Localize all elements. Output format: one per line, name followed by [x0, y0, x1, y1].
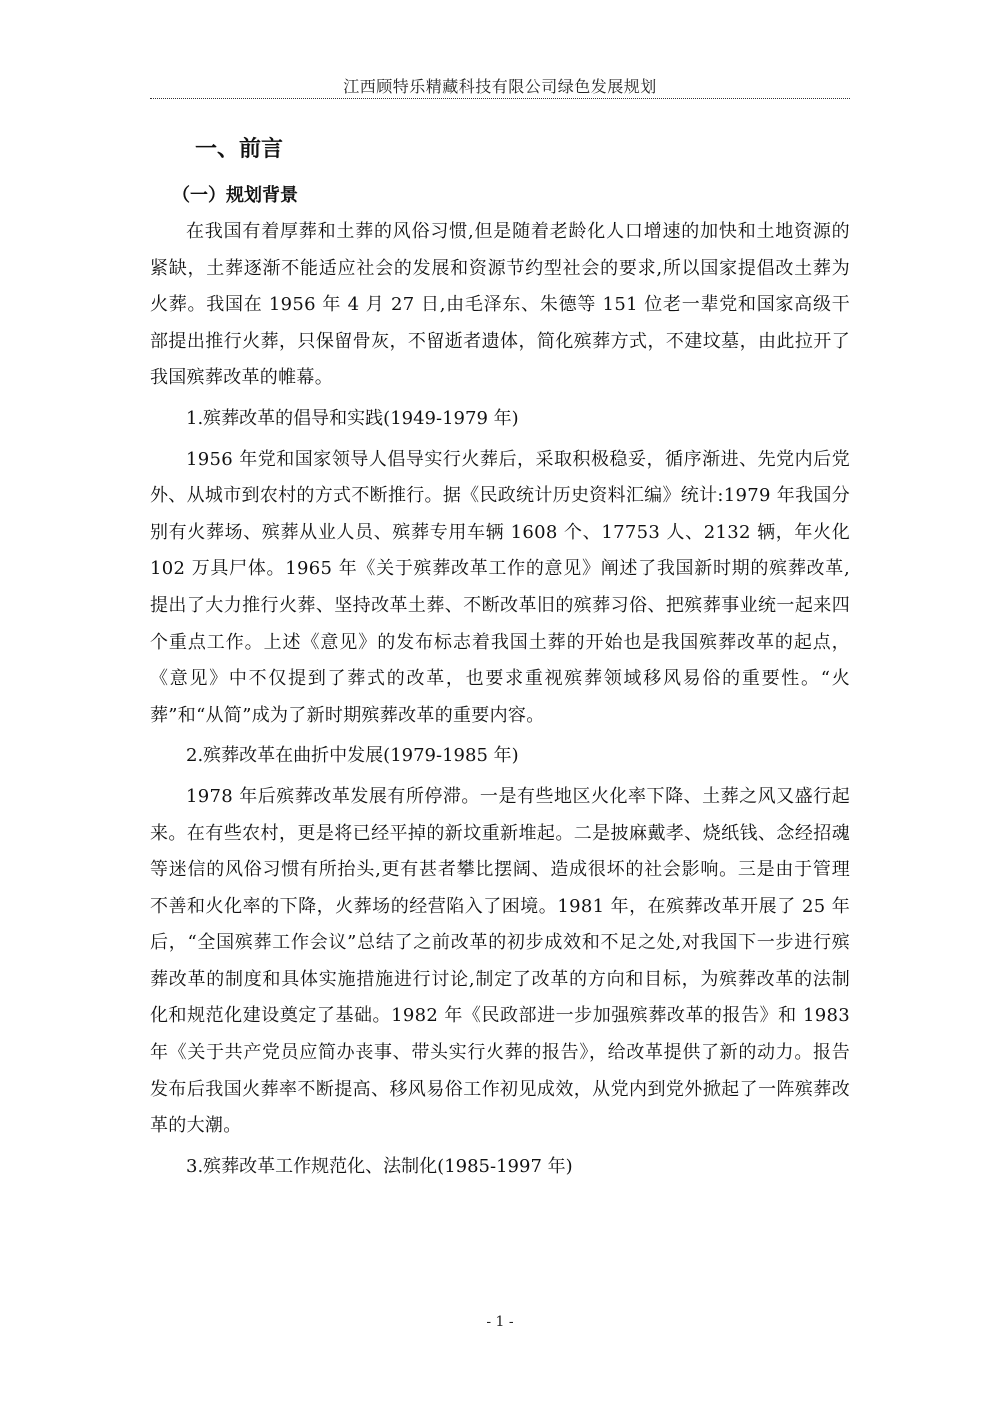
section-heading: 一、前言 [195, 137, 284, 162]
paragraph-reform-1979-1985: 1978 年后殡葬改革发展有所停滞。一是有些地区火化率下降、土葬之风又盛行起来。在有些农村，更是将已经平掉的新坟重新堆起。二是披麻戴孝、烧纸钱、念经招魂等迷信的风俗习惯有所抬头,更有甚者攀比摆阔、造成很坏的社会影响。三是由于管理不善和火化率的下降，火葬场的经营陷入了困境。1981 年，在殡葬改革开展了 25 年后，“全国殡葬工作会议”总结了之前改革的初步成效和不足之处,对我国下一步进行殡葬改革的制度和具体实施措施进行讨论,制定了改革的方向和目标，为殡葬改革的法制化和规范化建设奠定了基础。1982 年《民政部进一步加强殡葬改革的报告》和 1983 年《关于共产党员应简办丧事、带头实行火葬的报告》，给改革提供了新的动力。报告发布后我国火葬率不断提高、移风易俗工作初见成效，从党内到党外掀起了一阵殡葬改革的大潮。 [150, 785, 850, 1137]
page-number: - 1 - [486, 1314, 514, 1330]
subheading-reform-1949-1979: 1.殡葬改革的倡导和实践(1949-1979 年) [186, 407, 519, 429]
paragraph-background: 在我国有着厚葬和土葬的风俗习惯,但是随着老龄化人口增速的加快和土地资源的紧缺，土葬逐渐不能适应社会的发展和资源节约型社会的要求,所以国家提倡改土葬为火葬。我国在 1956 年 4 月 27 日,由毛泽东、朱德等 151 位老一辈党和国家高级干部提出推行火葬，只保留骨灰，不留逝者遗体，简化殡葬方式，不建坟墓，由此拉开了我国殡葬改革的帷幕。 [150, 221, 850, 389]
subheading-reform-1979-1985: 2.殡葬改革在曲折中发展(1979-1985 年) [186, 745, 519, 767]
document-body [150, 128, 850, 1189]
header-divider [150, 98, 850, 99]
paragraph-reform-1949-1979: 1956 年党和国家领导人倡导实行火葬后，采取积极稳妥，循序渐进、先党内后党外、从城市到农村的方式不断推行。据《民政统计历史资料汇编》统计:1979 年我国分别有火葬场、殡葬从业人员、殡葬专用车辆 1608 个、17753 人、2132 辆，年火化 102 万具尸体。1965 年《关于殡葬改革工作的意见》阐述了我国新时期的殡葬改革,提出了大力推行火葬、坚持改革土葬、不断改革旧的殡葬习俗、把殡葬事业统一起来四个重点工作。上述《意见》的发布标志着我国土葬的开始也是我国殡葬改革的起点，《意见》中不仅提到了葬式的改革，也要求重视殡葬领域移风易俗的重要性。“火葬”和“从简”成为了新时期殡葬改革的重要内容。 [150, 448, 850, 726]
subheading-reform-1985-1997: 3.殡葬改革工作规范化、法制化(1985-1997 年) [186, 1155, 573, 1177]
subsection-heading: （一）规划背景 [172, 185, 298, 206]
running-header: 江西顾特乐精藏科技有限公司绿色发展规划 [343, 77, 657, 96]
